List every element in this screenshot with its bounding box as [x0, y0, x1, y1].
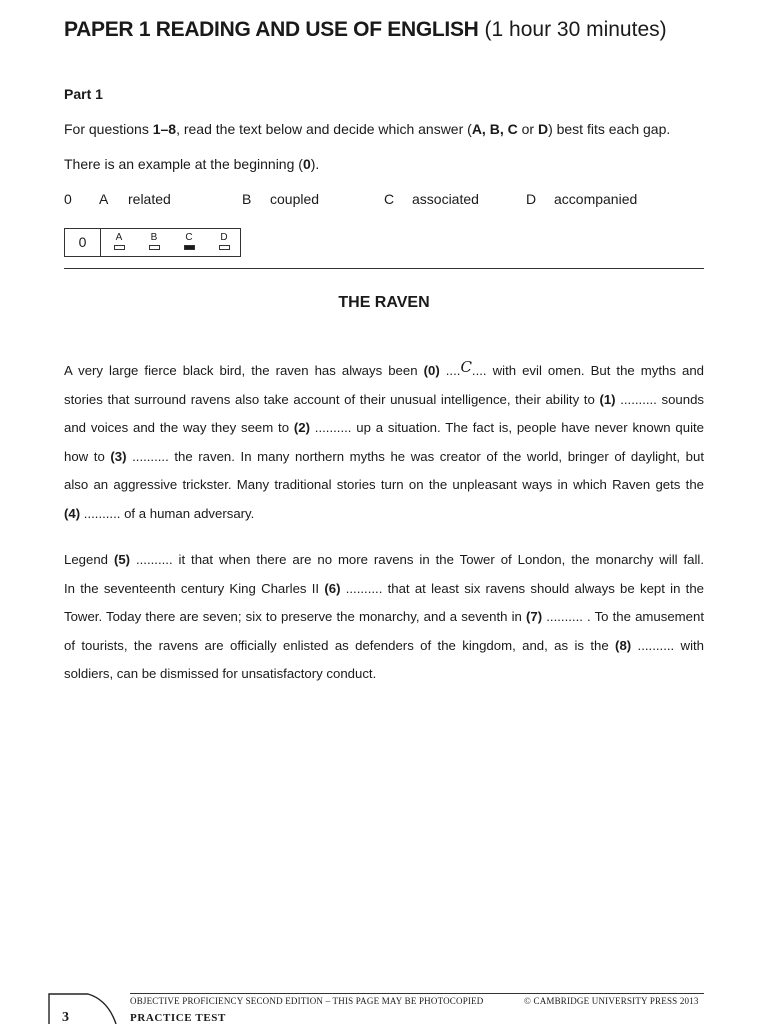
option-c-word: associated	[412, 191, 479, 207]
option-a-word: related	[128, 191, 171, 207]
divider	[64, 268, 704, 269]
paper-title: PAPER 1 READING AND USE OF ENGLISH	[64, 18, 479, 41]
option-b-word: coupled	[270, 191, 320, 207]
footer-section-label: PRACTICE TEST	[130, 1012, 226, 1024]
passage-title: THE RAVEN	[338, 294, 430, 311]
passage-line: stories that surround ravens also take account of their unusual intelligence, their ability to (1) .......... sounds	[64, 392, 704, 407]
answer-box-a	[114, 245, 125, 250]
handwritten-answer: C	[460, 358, 472, 376]
page-title	[64, 18, 667, 42]
passage-line: A very large fierce black bird, the raven has always been (0) ....C.... with evil omen. But the myths and	[64, 358, 705, 378]
page-number: 3	[62, 1010, 69, 1025]
grid-option-b: B	[144, 232, 164, 250]
option-d-letter: D	[526, 191, 537, 207]
option-d-word: accompanied	[554, 191, 638, 207]
grid-option-d: D	[214, 232, 234, 250]
grid-option-c: C	[179, 232, 199, 250]
instructions-line: For questions 1–8, read the text below and decide which answer (A, B, C or D) best fits each gap.	[64, 121, 671, 137]
passage-line: Tower. Today there are seven; six to preserve the monarchy, and a seventh in (7) .......... . To the amusement	[64, 609, 704, 624]
example-answer-grid	[64, 228, 241, 257]
footer-divider	[130, 993, 704, 994]
passage-line: of tourists, the ravens are officially enlisted as defenders of the kingdom, and, as is the (8) .......... with	[64, 638, 705, 653]
passage-line: and voices and the way they seem to (2) .......... up a situation. The fact is, people have never known quite	[64, 420, 704, 435]
passage-line: also an aggressive trickster. Many traditional stories turn on the unpleasant ways in which Raven gets the	[64, 477, 704, 492]
option-b-letter: B	[242, 191, 252, 207]
answer-box-b	[149, 245, 160, 250]
part-heading: Part 1	[64, 86, 103, 102]
option-a-letter: A	[99, 191, 109, 207]
answer-box-c-filled	[184, 245, 195, 250]
answer-box-d	[219, 245, 230, 250]
example-note: There is an example at the beginning (0).	[64, 156, 320, 172]
option-c-letter: C	[384, 191, 395, 207]
passage-line: soldiers, can be dismissed for unsatisfactory conduct.	[64, 666, 377, 681]
passage-line: Legend (5) .......... it that when there are no more ravens in the Tower of London, the monarchy will fall.	[64, 552, 705, 567]
passage-line: In the seventeenth century King Charles II (6) .......... that at least six ravens should always be kept in the	[64, 581, 704, 596]
passage-line: how to (3) .......... the raven. In many northern myths he was creator of the world, bringer of daylight, but	[64, 449, 704, 464]
grid-number: 0	[65, 229, 101, 256]
grid-option-a: A	[109, 232, 129, 250]
footer-edition-note: OBJECTIVE PROFICIENCY SECOND EDITION – THIS PAGE MAY BE PHOTOCOPIED	[130, 996, 484, 1006]
example-number: 0	[64, 191, 72, 207]
page-tab-shape	[48, 990, 118, 1024]
footer-copyright: © CAMBRIDGE UNIVERSITY PRESS 2013	[524, 996, 699, 1006]
paper-duration: (1 hour 30 minutes)	[484, 18, 667, 41]
passage-line: (4) .......... of a human adversary.	[64, 506, 255, 521]
